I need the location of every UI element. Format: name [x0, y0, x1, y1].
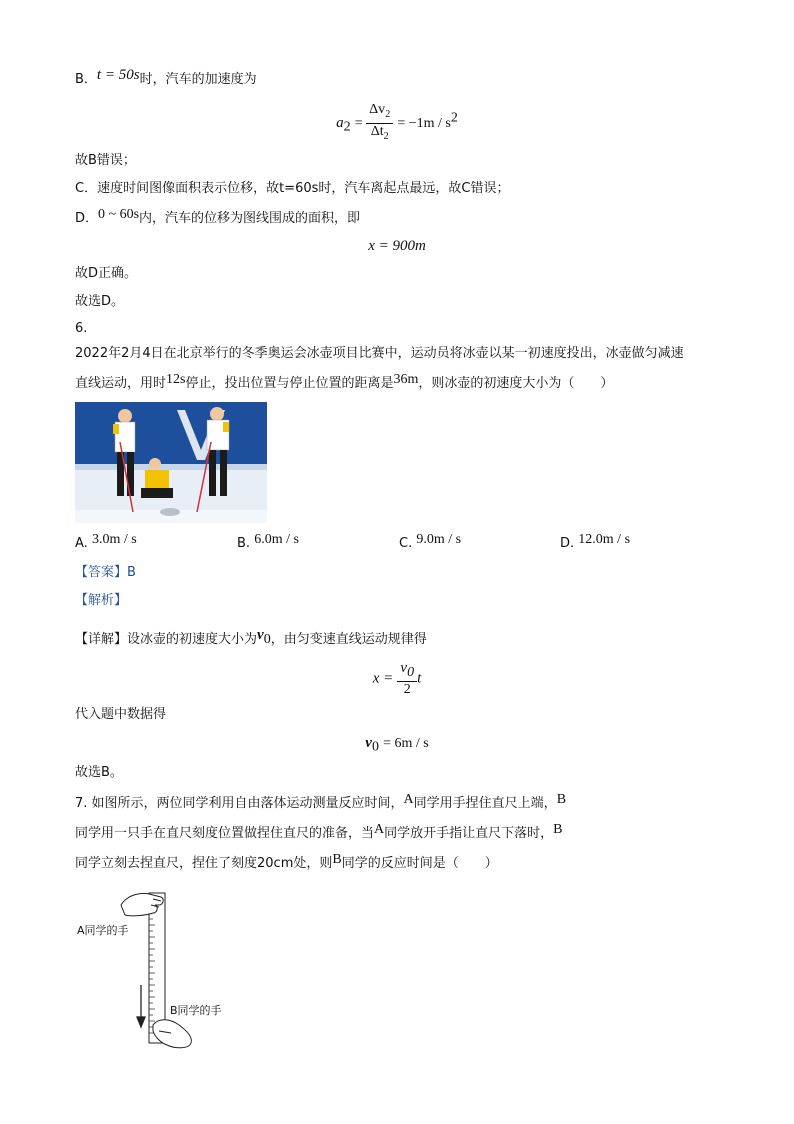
time-12s: 12s	[166, 372, 186, 387]
hand-b-icon	[153, 1020, 191, 1048]
q7-line3: 同学立刻去捏直尺，捏住了刻度20cm处，则B同学的反应时间是（ ）	[75, 852, 498, 871]
analysis: 【解析】	[75, 593, 128, 608]
choose-b: 故选B。	[75, 765, 123, 780]
option-a[interactable]: A. 3.0m / s	[75, 532, 137, 551]
choose-d: 故选D。	[75, 294, 125, 309]
ruler-figure	[75, 885, 245, 1055]
q7-line2: 同学用一只手在直尺刻度位置做捏住直尺的准备，当A同学放开手指让直尺下落时，B	[75, 822, 563, 841]
label-a-hand: A同学的手	[77, 924, 129, 937]
equation-v0: $v_0 = 6m / s$	[365, 735, 429, 755]
equation-x-v0t: x = $\frac{v_0}{2}$ t	[372, 660, 422, 697]
substitute: 代入题中数据得	[75, 707, 167, 722]
detail: 【详解】设冰壶的初速度大小为$v_0$，由匀变速直线运动规律得	[75, 627, 427, 647]
curling-photo	[75, 402, 267, 523]
q6-line1: 2022年2月4日在北京举行的冬季奥运会冰壶项目比赛中，运动员将冰壶以某一初速度投出，冰壶做匀减速	[75, 346, 684, 361]
answer: 【答案】B	[75, 565, 136, 580]
ruler-diagram	[75, 885, 245, 1055]
label-b-hand: B同学的手	[170, 1004, 222, 1017]
d-right: 故D正确。	[75, 266, 138, 281]
time-t50: t = 50s	[96, 67, 140, 83]
option-c[interactable]: C. 9.0m / s	[399, 532, 462, 551]
fall-arrow-icon	[137, 985, 145, 1027]
option-d[interactable]: D. 12.0m / s	[560, 532, 631, 551]
q7-line1: 7. 如图所示，两位同学利用自由落体运动测量反应时间，A同学用手捏住直尺上端，B	[75, 792, 567, 811]
range-0-60: 0 ~ 60s	[98, 207, 140, 222]
option-b[interactable]: B. 6.0m / s	[237, 532, 299, 551]
fraction-dv-dt: $\frac{\Delta v_2}{\Delta t_2}$	[366, 102, 393, 145]
distance-36m: 36m	[393, 372, 419, 387]
line-b: B．t = 50s时，汽车的加速度为	[75, 67, 257, 87]
line-c: C．速度时间图像面积表示位移，故t=60s时，汽车离起点最远，故C错误；	[75, 181, 510, 196]
line-d: D．0 ~ 60s内，汽车的位移为图线围成的面积，即	[75, 207, 361, 226]
q6-number: 6.	[75, 321, 88, 336]
q6-line2: 直线运动，用时12s停止，投出位置与停止位置的距离是36m，则冰壶的初速度大小为（ ）	[75, 372, 614, 391]
fraction-v0-2: $\frac{v_0}{2}$	[397, 660, 417, 698]
b-wrong: 故B错误；	[75, 153, 136, 168]
equation-x900: x = 900m	[368, 238, 426, 254]
equation-a2: $a_2$ = $\frac{\Delta v_2}{\Delta t_2}$ = $-1m / s^2$	[0, 102, 794, 145]
